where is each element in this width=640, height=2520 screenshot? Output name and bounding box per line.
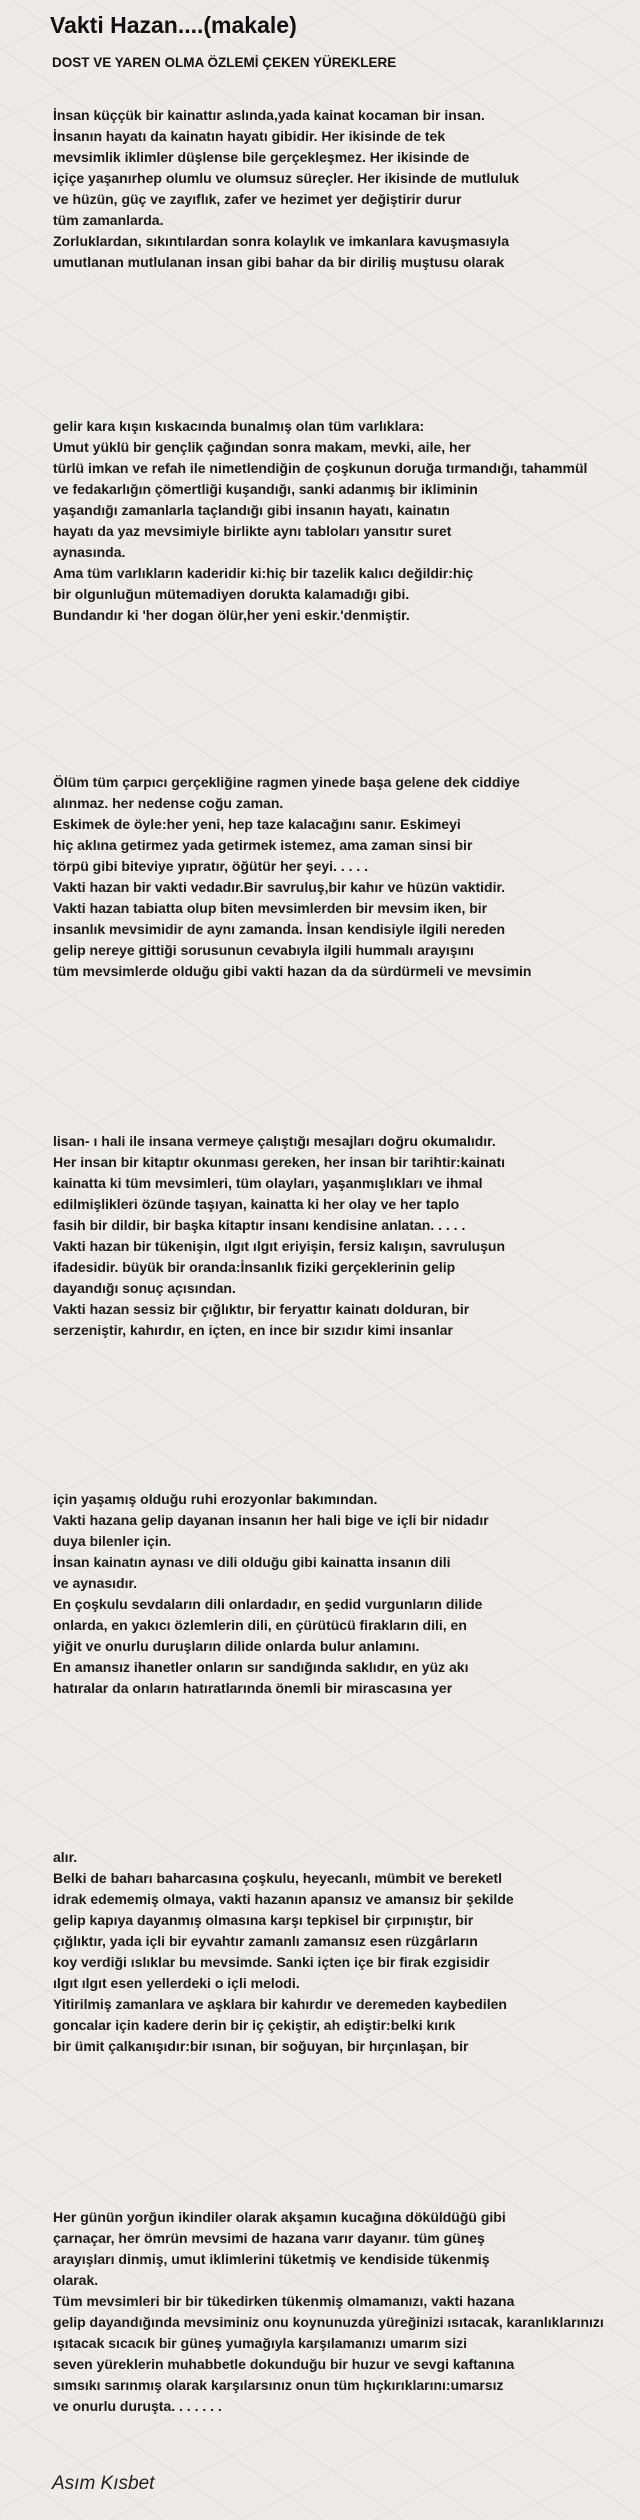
text-line: sımsıkı sarınmış olarak karşılarsınız onun tüm hıçkırıklarını:umarsız	[53, 2377, 504, 2393]
text-line: goncalar için kadere derin bir iç çekiştir, ah ediştir:belki kırık	[53, 2017, 456, 2033]
text-line: türlü imkan ve refah ile nimetlendiğin de çoşkunun doruğa tırmandığı, tahammül	[53, 460, 588, 476]
text-line: Vakti hazan sessiz bir çığlıktır, bir feryattır kainatı dolduran, bir	[53, 1301, 470, 1317]
text-line: ifadesidir. büyük bir oranda:İnsanlık fiziki gerçeklerinin gelip	[53, 1259, 456, 1275]
text-line: Bundandır ki 'her dogan ölür,her yeni eskir.'denmiştir.	[53, 607, 410, 623]
article-title: Vakti Hazan....(makale)	[50, 12, 297, 38]
text-line: çığlıktır, yada içli bir eyvahtır zamanlı zamansız esen rüzgârların	[53, 1933, 478, 1949]
text-line: hiç aklına getirmez yada getirmek istemez, ama zaman sinsi bir	[53, 837, 473, 853]
text-line: alır.	[53, 1849, 78, 1865]
text-line: seven yüreklerin muhabbetle dokunduğu bir huzur ve sevgi kaftanına	[53, 2356, 515, 2372]
text-line: Zorluklardan, sıkıntılardan sonra kolaylık ve imkanlara kavuşmasıyla	[53, 233, 509, 249]
text-line: alınmaz. her nedense coğu zaman.	[53, 795, 284, 811]
text-line: ve aynasıdır.	[53, 1575, 138, 1591]
text-line: gelip dayandığında mevsiminiz onu koynunuzda yüreğinizi ısıtacak, karanlıklarınızı	[53, 2314, 604, 2330]
text-line: lisan- ı hali ile insana vermeye çalıştığı mesajları doğru okumalıdır.	[53, 1133, 496, 1149]
text-line: İnsan küççük bir kainattır aslında,yada kainat kocaman bir insan.	[53, 107, 485, 123]
text-line: bir ümit çalkanışıdır:bir ısınan, bir soğuyan, bir hırçınlaşan, bir	[53, 2038, 469, 2054]
article-subtitle: DOST VE YAREN OLMA ÖZLEMİ ÇEKEN YÜREKLERE	[52, 55, 397, 70]
text-line: En amansız ihanetler onların sır sandığında saklıdır, en yüz akı	[53, 1659, 469, 1675]
text-line: ve onurlu duruşta. . . . . . .	[53, 2398, 222, 2414]
text-line: duya bilenler için.	[53, 1533, 172, 1549]
paragraph-3	[53, 772, 531, 982]
text-line: çarnaçar, her ömrün mevsimi de hazana varır dayanır. tüm güneş	[53, 2230, 485, 2246]
text-line: insanlık mevsimidir de aynı zamanda. İnsan kendisiyle ilgili nereden	[53, 921, 506, 937]
text-line: Vakti hazan bir vakti vedadır.Bir savruluş,bir kahır ve hüzün vaktidir.	[53, 879, 506, 895]
paragraph-7	[53, 2207, 604, 2417]
paragraph-6	[53, 1847, 514, 2057]
text-line: Vakti hazana gelip dayanan insanın her hali bige ve içli bir nidadır	[53, 1512, 489, 1528]
text-line: ve hüzün, güç ve zayıflık, zafer ve hezimet yer değiştirir durur	[53, 191, 462, 207]
text-line: idrak edememiş olmaya, vakti hazanın apansız ve amansız bir şekilde	[53, 1891, 514, 1907]
text-line: tüm mevsimlerde olduğu gibi vakti hazan da da sürdürmeli ve mevsimin	[53, 963, 532, 979]
text-line: Ölüm tüm çarpıcı gerçekliğine ragmen yinede başa gelene dek ciddiye	[53, 774, 520, 790]
text-line: Umut yüklü bir gençlik çağından sonra makam, mevki, aile, her	[53, 439, 471, 455]
text-line: Tüm mevsimleri bir bir tükedirken tükenmiş olmamanızı, vakti hazana	[53, 2293, 515, 2309]
text-line: içiçe yaşanırhep olumlu ve olumsuz süreçler. Her ikisinde de mutluluk	[53, 170, 520, 186]
text-line: serzeniştir, kahırdır, en içten, en ince bir sızıdır kimi insanlar	[53, 1322, 453, 1338]
text-line: fasih bir dildir, bir başka kitaptır insanı kendisine anlatan. . . . .	[53, 1217, 466, 1233]
text-line: Ama tüm varlıkların kaderidir ki:hiç bir tazelik kalıcı değildir:hiç	[53, 565, 474, 581]
text-line: bir olgunluğun mütemadiyen dorukta kalamadığı gibi.	[53, 586, 410, 602]
text-line: umutlanan mutlulanan insan gibi bahar da bir diriliş muştusu olarak	[53, 254, 505, 270]
text-line: edilmişlikleri özünde taşıyan, kainatta ki her olay ve her taplo	[53, 1196, 460, 1212]
text-line: koy verdiği ıslıklar bu mevsimde. Sanki içten içe bir firak ezgisidir	[53, 1954, 490, 1970]
text-line: dayandığı sonuç açısından.	[53, 1280, 236, 1296]
text-line: Belki de baharı baharcasına çoşkulu, heyecanlı, mümbit ve bereketl	[53, 1870, 502, 1886]
text-line: yiğit ve onurlu duruşların dilide onlarda bulur anlamını.	[53, 1638, 420, 1654]
text-line: Eskimek de öyle:her yeni, hep taze kalacağını sanır. Eskimeyi	[53, 816, 461, 832]
paragraph-1	[53, 105, 519, 273]
text-line: kainatta ki tüm mevsimleri, tüm olayları, yaşanmışlıkları ve ihmal	[53, 1175, 483, 1191]
paragraph-4	[53, 1131, 505, 1341]
author-signature: Asım Kısbet	[52, 2473, 155, 2494]
text-line: Vakti hazan bir tükenişin, ılgıt ılgıt eriyişin, fersiz kalışın, savruluşun	[53, 1238, 506, 1254]
text-line: törpü gibi biteviye yıpratır, öğütür her şeyi. . . . .	[53, 858, 369, 874]
text-line: aynasında.	[53, 544, 126, 560]
text-line: İnsanın hayatı da kainatın hayatı gibidir. Her ikisinde de tek	[53, 128, 446, 144]
text-line: arayışları dinmiş, umut iklimlerini tüketmiş ve kendiside tükenmiş	[53, 2251, 490, 2267]
text-line: Yitirilmiş zamanlara ve aşklara bir kahırdır ve deremeden kaybedilen	[53, 1996, 507, 2012]
text-line: için yaşamış olduğu ruhi erozyonlar bakımından.	[53, 1491, 378, 1507]
text-line: yaşandığı zamanlarla taçlandığı gibi insanın hayatı, kainatın	[53, 502, 450, 518]
text-line: ve fedakarlığın çömertliği kuşandığı, sanki adanmış bir ikliminin	[53, 481, 478, 497]
paragraph-5	[53, 1489, 489, 1699]
text-line: ışıtacak sıcacık bir güneş yumağıyla karşılamanızı umarım sizi	[53, 2335, 467, 2351]
text-line: gelip kapıya dayanmış olmasına karşı tepkisel bir çırpınıştır, bir	[53, 1912, 474, 1928]
text-line: hayatı da yaz mevsimiyle birlikte aynı tabloları yansıtır suret	[53, 523, 452, 539]
text-line: En çoşkulu sevdaların dili onlardadır, en şedid vurgunların dilide	[53, 1596, 483, 1612]
paragraph-2	[53, 416, 587, 626]
text-line: onlarda, en yakıcı özlemlerin dili, en çürütücü firakların dili, en	[53, 1617, 467, 1633]
text-line: mevsimlik iklimler düşlense bile gerçekleşmez. Her ikisinde de	[53, 149, 470, 165]
text-line: hatıralar da onların hatıratlarında önemli bir mirascasına yer	[53, 1680, 453, 1696]
text-line: olarak.	[53, 2272, 99, 2288]
text-line: Her insan bir kitaptır okunması gereken, her insan bir tarihtir:kainatı	[53, 1154, 506, 1170]
text-line: gelip nereye gittiği sorusunun cevabıyla ilgili hummalı arayışını	[53, 942, 474, 958]
text-line: İnsan kainatın aynası ve dili olduğu gibi kainatta insanın dili	[53, 1554, 451, 1570]
text-line: Her günün yorğun ikindiler olarak akşamın kucağına döküldüğü gibi	[53, 2209, 506, 2225]
text-line: Vakti hazan tabiatta olup biten mevsimlerden bir mevsim iken, bir	[53, 900, 488, 916]
text-line: ılgıt ılgıt esen yellerdeki o içli melodi.	[53, 1975, 300, 1991]
text-line: tüm zamanlarda.	[53, 212, 164, 228]
text-line: gelir kara kışın kıskacında bunalmış olan tüm varlıklara:	[53, 418, 425, 434]
